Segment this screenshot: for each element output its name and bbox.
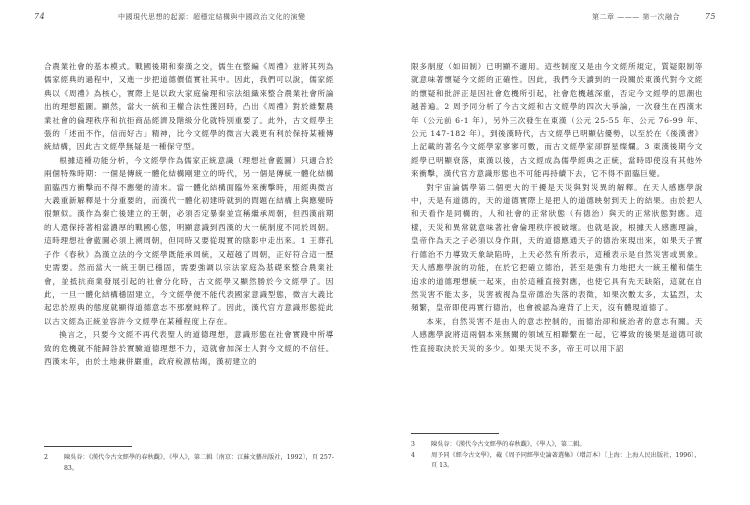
page-number: 75 (704, 12, 716, 21)
paragraph: 換言之，只要今文經不再代表聖人的道德理想，意識形態在社會實踐中所導致的危機就不能歸咎於實驗道德理想不力，這就會加深士人對今文經的不信任。西漢末年，由於土地兼併嚴重，政府稅源枯竭，漢初建立的 (44, 330, 334, 366)
right-footnotes (411, 433, 703, 472)
footnote (44, 453, 334, 474)
footnote-divider (44, 446, 132, 447)
paragraph: 根據這種功能分析，今文經學作為儒家正統意識（理想社會藍圖）只適合於兩個特殊時期：一個是傳統一體化結構剛建立的時代，另一個是傳統一體化結構面臨西方衝擊而不得不應變的清末。當一體化結構面臨外來衝擊時，用經典微言大義重新解釋是十分重要的，而漢代一體化初建時就到的問題在結構上與應變時很類似。漢作為秦亡後建立的王朝，必須否定暴秦並宣稱繼承周朝，但西漢前期的人還保持著相當濃厚的戰國心態，明顯意識到西漢的大一統制度不同於周朝。這時理想社會藍圖必須上溯周朝，但同時又要從現實的陰影中走出來。1 王葬孔子作《春秋》為漢立法的今文經學既能承周統，又超越了周朝，正好符合這一歷史需要。然而當大一統王朝已穩固，需要強調以宗法家庭為基礎來整合農業社會，並抵抗商業發展引起的社會分化時，古文經學又顯然勝於今文經學了。因此，一旦一體化結構穩固建立，今文經學便不能代表國家意識型態，微言大義比起忠於原典的態度就顯得道德意志不那麼純粹了。因此，漢代官方意識形態從此以古文經為正統並容許今文經學在某種程度上存在。 (44, 155, 334, 326)
left-footnotes (44, 446, 334, 474)
left-page-body (44, 60, 334, 368)
page-number: 74 (34, 12, 46, 21)
footnote (411, 451, 703, 472)
right-page-header (375, 12, 750, 24)
right-page-body (411, 60, 703, 355)
footnote-divider (411, 433, 499, 434)
footnote (411, 440, 703, 451)
left-page-header (0, 12, 375, 24)
right-page (375, 0, 750, 505)
paragraph: 對宇宙論儒學第二個更大的干擾是天災與對災異的解釋。在天人感應學說中，天是有道德的，天的道德實際上是把人的道德映射到天上的結果。由於把人和天看作是同構的，人和社會的正常狀態（有德治）與天的正常狀態對應。這樣，天災和異常就意味著社會倫理秩序被破壞。也就是說，根據天人感應理論，皇帝作為天之子必須以身作則，天的道德應通天子的德治來現出來，如果天子實行德治不力導致天象缺陷時，上天必然有所表示，這種表示是自然災害或異象。天人感應學說的功能，在於它把確立德治，甚至是強有力地把大一統王權和儒生追求的道德理想統一起來，由於這種直接對應，也使它具有先天缺陷，這就在自然災害不能太多，災害被視為皇帝德治失落的表徵，如果次數太多，太猛烈，太頻繁，皇帝即使再實行德治，也會被認為違背了上天，沒有體現道德了。 (411, 182, 703, 313)
paragraph: 限多制度（如田制）已明顯不適用。這些制度又是由今文經所規定，質疑限制等就意味著懷疑今文經的正確性。因此，我們今天讀到的一段關於東漢代對今文經的懷疑和批評正是因社會危機所引起，社會危機越深重，否定今文經學的思潮也越普遍。2 周予同分析了今古文經和古文經學的四次大爭論，一次發生在西漢末年（公元前 6-1 年），另外三次發生在東漢（公元 25-55 年、公元 76-99 年、公元 147-182 年），到後漢時代，古文經學已明顯佔優勢，以至於在《後漢書》上記載的著名今文經學家寥寥可數，而古文經學家卻群星燦爛。3 東漢後期今文經學已明顯衰落，東漢以後，古文經成為儒學經典之正統，當時即使沒有其他外來衝擊，漢代官方意識形態也不可能再持續下去，它不得不面臨巨變。 (411, 62, 703, 179)
running-head: 第二章 ——— 第一次融合 (592, 13, 680, 21)
footnote-text: 陳吳谷：《漢代今古文經學的春秋觀》，《學人》，第二輯〔南京：江蘇文藝出版社，1992〕，頁 257-83。 (64, 454, 334, 472)
footnote-text: 周予同《經今古文學》，載《周予同經學史論著選集》（增訂本）〔上海：上海人民出版社，1996〕，頁 13。 (431, 451, 701, 469)
footnote-number: 4 (411, 451, 415, 459)
paragraph: 合農業社會的基本模式。戰國後期和秦漢之交，儒生在整編《周禮》並將其列為儒家經典的過程中，又進一步把道德價值實社其中。因此，我們可以說，儒家經典以《周禮》為核心，實際上是以政大家庭倫理和宗法組織來整合農業社會所論出的理想藍圖。顯然，當大一統和王權合法性獲回時，凸出《周禮》對於維繫農業社會的倫理秩序和抗拒商品經濟及階級分化就特別重要了。此外，古文經學主張的「述而不作，信而好古」精神，比今文經學的微言大義更有利於保持某種傳統結構，因此古文經學無疑是一種保守型。 (44, 62, 334, 152)
footnote-number: 3 (411, 441, 415, 448)
paragraph: 本來，自然災害不是由人的意志控制的，而德治卻和統治者的意志有關。天人感應學說將這兩個本來無關的領域互相聯繫在一起，它導致的後果是道德可欲性直接取決於天災的多少。如果天災不多，帝王可以用下詔 (411, 316, 703, 353)
footnote-text: 陳吳谷：《漢代今古文經學的春秋觀》，《學人》，第二輯。 (431, 441, 586, 448)
footnote-number: 2 (44, 454, 48, 461)
running-head: 中國現代思想的起源：超穩定結構與中國政治文化的演變 (118, 13, 306, 21)
